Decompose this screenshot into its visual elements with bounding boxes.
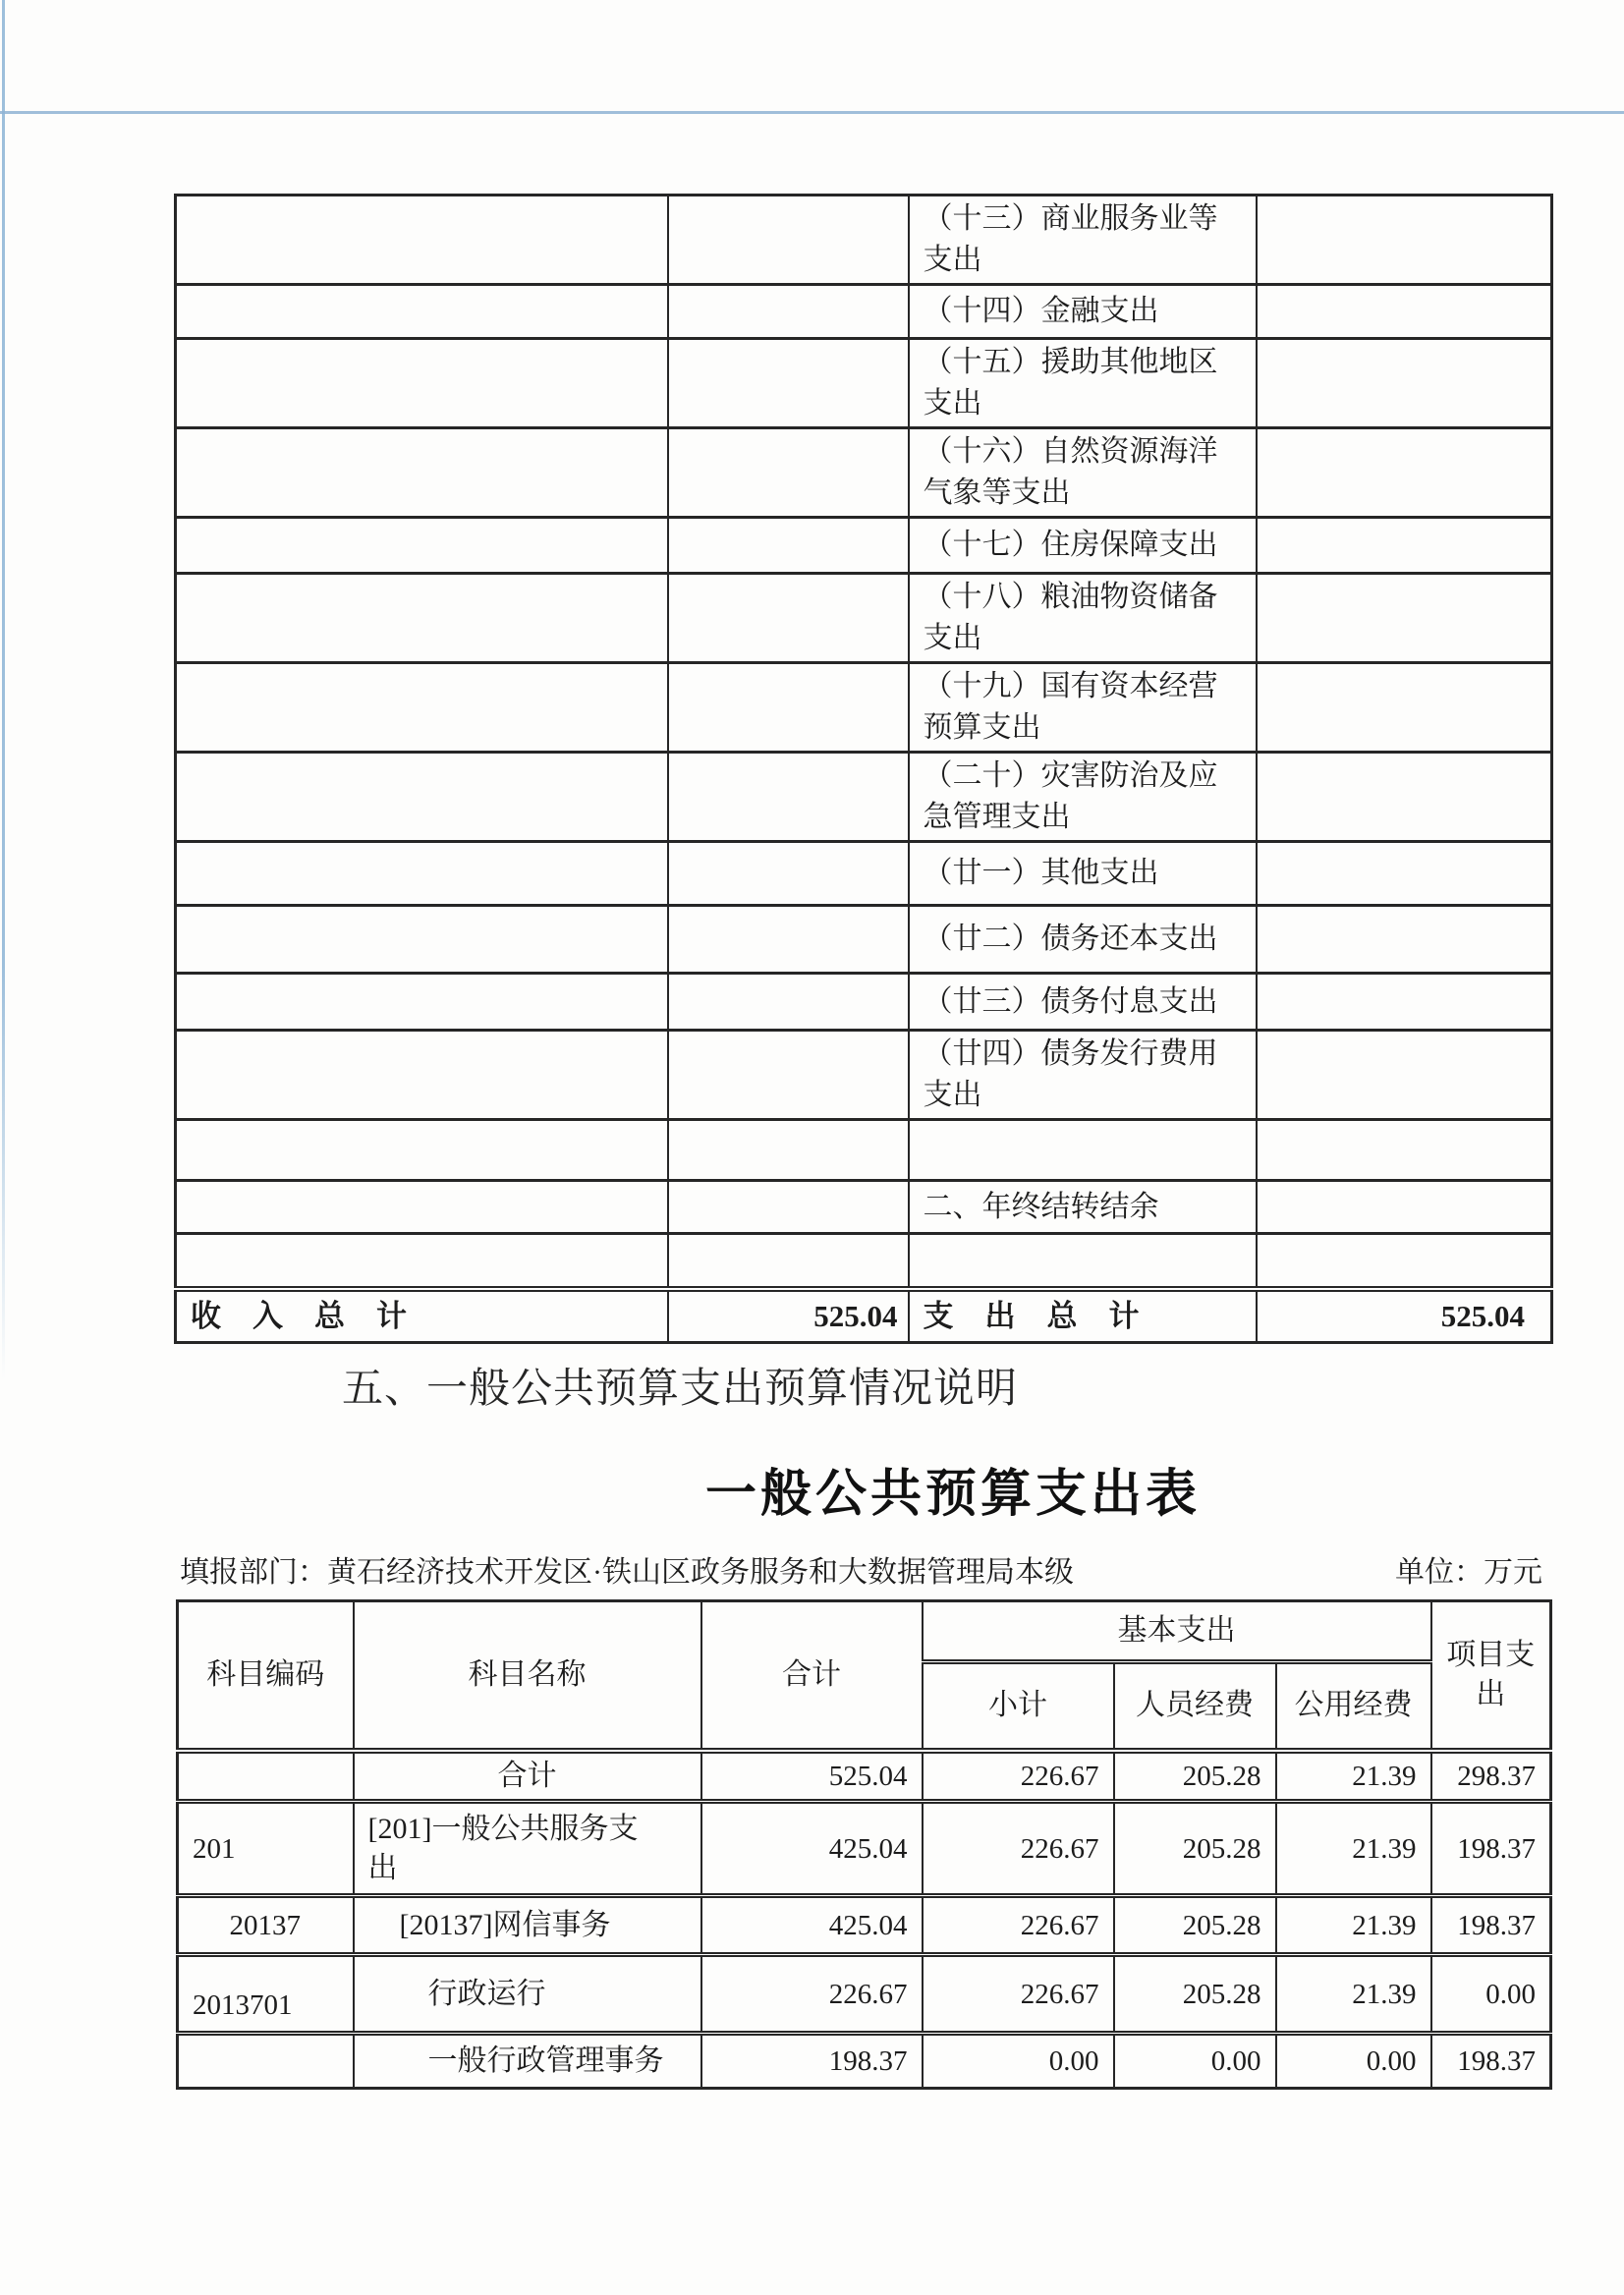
income-total-value: 525.04 (668, 1289, 909, 1343)
scan-horizontal-line (0, 111, 1624, 114)
header-project-expense: 项目支出 (1431, 1601, 1551, 1751)
expense-item-label: （二十）灾害防治及应急管理支出 (909, 753, 1257, 842)
expense-item-label: （十八）粮油物资储备支出 (909, 574, 1257, 663)
expense-item-label (909, 1234, 1257, 1289)
header-total: 合计 (701, 1601, 923, 1751)
section-heading: 五、一般公共预算支出预算情况说明 (342, 1367, 1019, 1412)
personnel-value: 205.28 (1114, 1896, 1276, 1955)
expense-item-label (909, 1120, 1257, 1181)
subject-name: 合计 (354, 1751, 701, 1802)
table-row (176, 906, 1552, 974)
subject-code: 201 (178, 1802, 354, 1896)
scan-edge-vertical-line (2, 0, 5, 1380)
public-value: 21.39 (1276, 1751, 1431, 1802)
table-row (178, 1955, 1551, 2034)
public-value: 21.39 (1276, 1802, 1431, 1896)
subject-name: 一般行政管理事务 (354, 2034, 701, 2089)
subject-name: [201]一般公共服务支出 (354, 1802, 701, 1896)
project-value: 198.37 (1431, 2034, 1551, 2089)
expense-item-label: （十四）金融支出 (909, 285, 1257, 339)
project-value: 198.37 (1431, 1802, 1551, 1896)
expense-item-label: 二、年终结转结余 (909, 1181, 1257, 1234)
project-value: 0.00 (1431, 1955, 1551, 2034)
table-row (176, 974, 1552, 1031)
expense-item-label: （十七）住房保障支出 (909, 518, 1257, 574)
budget-summary-table (174, 194, 1553, 1344)
subtotal-value: 226.67 (923, 1751, 1114, 1802)
subject-code: 2013701 (178, 1955, 354, 2034)
table-row (176, 842, 1552, 906)
total-value: 525.04 (701, 1751, 923, 1802)
subject-name: 行政运行 (354, 1955, 701, 2034)
header-row-1 (178, 1601, 1551, 1662)
header-personnel: 人员经费 (1114, 1662, 1276, 1751)
table-row (176, 1234, 1552, 1289)
expense-item-label: （十九）国有资本经营预算支出 (909, 663, 1257, 753)
public-value: 0.00 (1276, 2034, 1431, 2089)
total-value: 425.04 (701, 1896, 923, 1955)
table-title: 一般公共预算支出表 (705, 1466, 1202, 1523)
personnel-value: 205.28 (1114, 1955, 1276, 2034)
expense-item-label: （廿二）债务还本支出 (909, 906, 1257, 974)
table-row (176, 1181, 1552, 1234)
subtotal-value: 226.67 (923, 1896, 1114, 1955)
expenditure-table (176, 1599, 1552, 2090)
unit-label: 单位：万元 (1395, 1556, 1542, 1589)
table-row (176, 663, 1552, 753)
project-value: 298.37 (1431, 1751, 1551, 1802)
subtotal-value: 0.00 (923, 2034, 1114, 2089)
table-row (178, 2034, 1551, 2089)
expense-item-label: （廿四）债务发行费用支出 (909, 1031, 1257, 1120)
totals-row (176, 1289, 1552, 1343)
header-name: 科目名称 (354, 1601, 701, 1751)
header-code: 科目编码 (178, 1601, 354, 1751)
table-row (178, 1802, 1551, 1896)
total-value: 226.67 (701, 1955, 923, 2034)
expense-item-label: （十五）援助其他地区支出 (909, 339, 1257, 428)
public-value: 21.39 (1276, 1896, 1431, 1955)
income-total-label: 收入总计 (176, 1289, 668, 1343)
total-value: 198.37 (701, 2034, 923, 2089)
table-row (176, 753, 1552, 842)
subject-code (178, 1751, 354, 1802)
department-label: 填报部门：黄石经济技术开发区·铁山区政务服务和大数据管理局本级 (180, 1556, 1074, 1589)
subtotal-value: 226.67 (923, 1955, 1114, 2034)
personnel-value: 205.28 (1114, 1751, 1276, 1802)
table-row (176, 285, 1552, 339)
header-basic-expense: 基本支出 (923, 1601, 1431, 1662)
total-value: 425.04 (701, 1802, 923, 1896)
table-row (178, 1751, 1551, 1802)
table-row (178, 1896, 1551, 1955)
project-value: 198.37 (1431, 1896, 1551, 1955)
expense-item-label: （十六）自然资源海洋气象等支出 (909, 428, 1257, 518)
subtotal-value: 226.67 (923, 1802, 1114, 1896)
subject-code (178, 2034, 354, 2089)
expense-item-label: （廿三）债务付息支出 (909, 974, 1257, 1031)
header-subtotal: 小计 (923, 1662, 1114, 1751)
table-row (176, 574, 1552, 663)
table-row (176, 1031, 1552, 1120)
department-line (180, 1547, 1550, 1591)
public-value: 21.39 (1276, 1955, 1431, 2034)
expense-total-label: 支出总计 (909, 1289, 1257, 1343)
table-row (176, 1120, 1552, 1181)
expense-item-label: （十三）商业服务业等支出 (909, 196, 1257, 285)
personnel-value: 0.00 (1114, 2034, 1276, 2089)
header-public: 公用经费 (1276, 1662, 1431, 1751)
subject-code: 20137 (178, 1896, 354, 1955)
subject-name: [20137]网信事务 (354, 1896, 701, 1955)
table-row (176, 428, 1552, 518)
table-row (176, 196, 1552, 285)
table-row (176, 518, 1552, 574)
personnel-value: 205.28 (1114, 1802, 1276, 1896)
expense-total-value: 525.04 (1257, 1289, 1552, 1343)
table-row (176, 339, 1552, 428)
expense-item-label: （廿一）其他支出 (909, 842, 1257, 906)
